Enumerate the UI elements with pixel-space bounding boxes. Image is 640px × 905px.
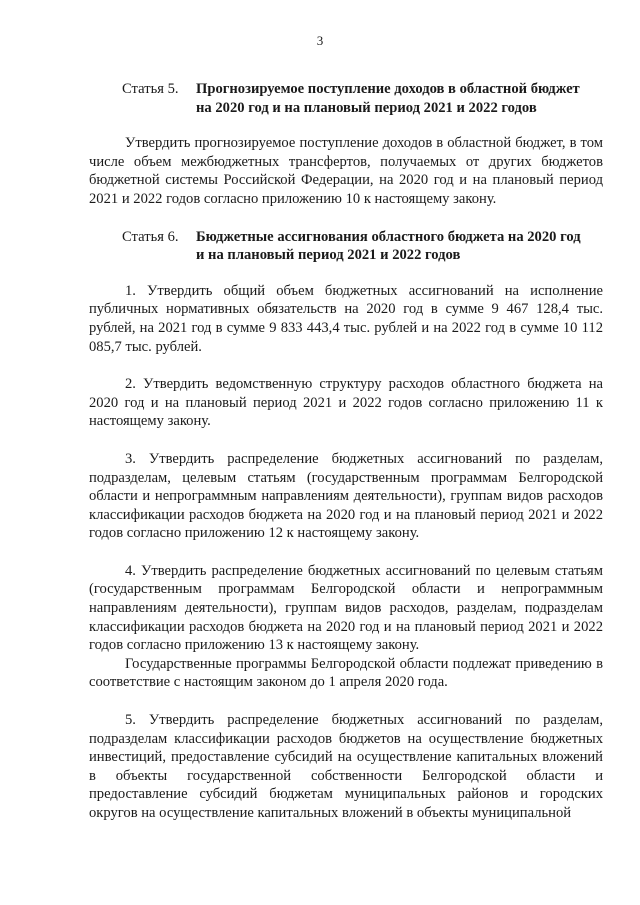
article-6-heading: [89, 228, 603, 265]
article-6-title: [196, 228, 603, 265]
article-6-label: Статья 6.: [122, 228, 179, 245]
article-5-paragraph-1: Утвердить прогнозируемое поступление доходов в областной бюджет, в том числе объем межбюджетных трансфертов, получаемых от других бюджетов бюджетной системы Российской Федерации, на 2020 год и на плановый период 2021 и 2022 годов согласно приложению 10 к настоящему закону.: [89, 135, 603, 207]
page-number: 3: [316, 33, 324, 48]
article-6-paragraph-1: 1. Утвердить общий объем бюджетных ассигнований на исполнение публичных нормативных обязательств на 2020 год в сумме 9 467 128,4 тыс. рублей, на 2021 год в сумме 9 833 443,4 тыс. рублей и на 2022 год в сумме 10 112 085,7 тыс. рублей.: [89, 282, 603, 355]
article-5-label: Статья 5.: [122, 81, 179, 97]
article-6-paragraph-3: 3. Утвердить распределение бюджетных ассигнований по разделам, подразделам, целевым статьям (государственным программам Белгородской области и непрограммным направлениям деятельности), группам видов расходов классификации расходов бюджета на 2020 год и на плановый период 2021 и 2022 годов согласно приложению 12 к настоящему закону.: [89, 450, 603, 542]
article-6-paragraph-4-note: Государственные программы Белгородской области подлежат приведению в соответствие с настоящим законом до 1 апреля 2020 года.: [89, 655, 603, 691]
article-5-heading: [89, 80, 603, 117]
article-5-title-line-2: на 2020 год и на плановый период 2021 и 2022 годов: [196, 99, 537, 116]
article-6-paragraph-2: 2. Утвердить ведомственную структуру расходов областного бюджета на 2020 год и на плановый период 2021 и 2022 годов согласно приложению 11 к настоящему закону.: [89, 376, 603, 430]
article-5-title: [196, 80, 603, 117]
article-6-title-line-1: Бюджетные ассигнования областного бюджета на 2020 год: [196, 228, 581, 245]
article-6-title-line-2: и на плановый период 2021 и 2022 годов: [196, 247, 461, 264]
document-body: [89, 80, 603, 823]
article-5-title-line-1: Прогнозируемое поступление доходов в областной бюджет: [196, 81, 580, 97]
article-6-paragraph-4: 4. Утвердить распределение бюджетных ассигнований по целевым статьям (государственным программам Белгородской области и непрограммным направлениям деятельности), группам видов расходов, разделам, подразделам классификации расходов бюджета на 2020 год и на плановый период 2021 и 2022 годов согласно приложению 13 к настоящему закону.: [89, 562, 603, 654]
article-6-paragraph-5: 5. Утвердить распределение бюджетных ассигнований по разделам, подразделам классификации расходов бюджетов на осуществление бюджетных инвестиций, предоставление субсидий на осуществление капитальных вложений в объекты государственной собственности Белгородской области и предоставление субсидий бюджетам муниципальных районов и городских округов на осуществление капитальных вложений в объекты муниципальной: [89, 712, 603, 821]
